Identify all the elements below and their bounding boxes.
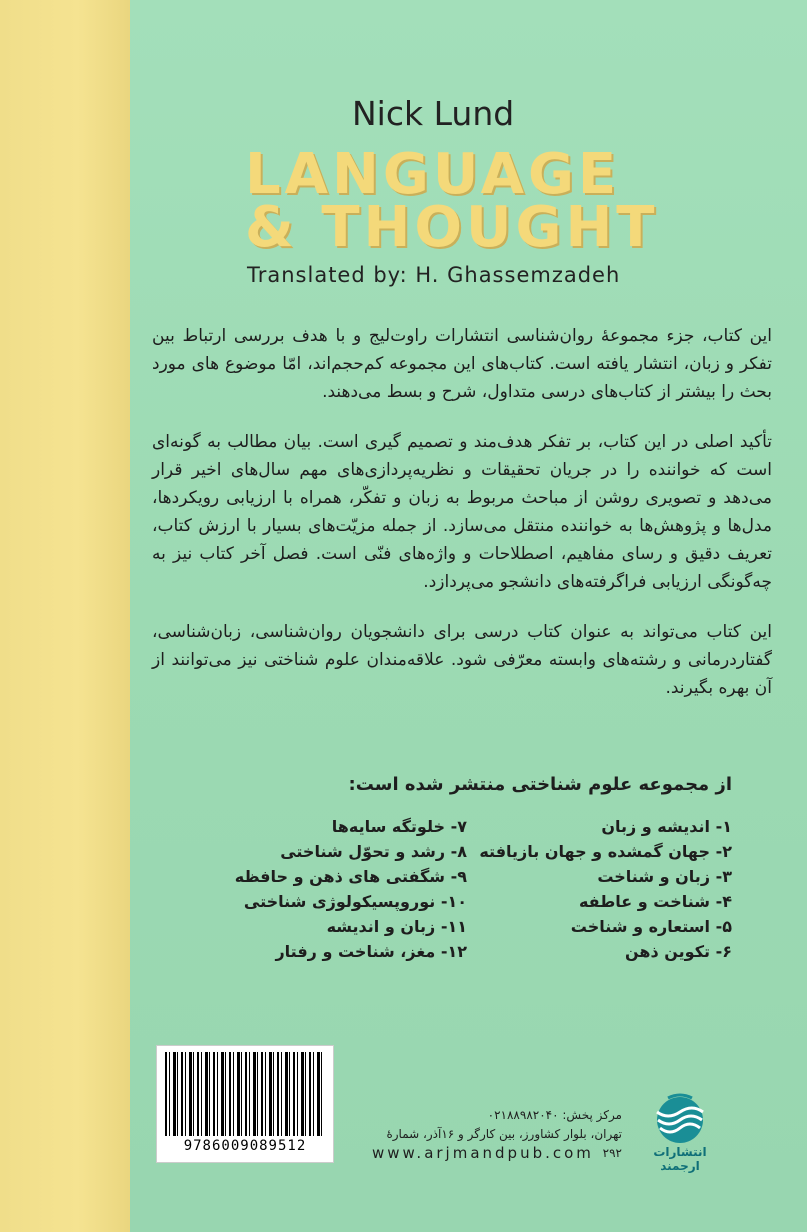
author-name: Nick Lund	[352, 94, 515, 133]
series-item: ۱۰- نوروپسیکولوژی شناختی	[243, 892, 467, 911]
series-list-left	[207, 814, 467, 964]
series-item: ۹- شگفتی های ذهن و حافظه	[234, 867, 467, 886]
publisher-name: انتشارات ارجمند	[653, 1145, 707, 1173]
barcode-bars	[165, 1052, 325, 1136]
distribution-phone: مرکز پخش: ۰۲۱۸۸۹۸۲۰۴۰	[487, 1108, 622, 1122]
blurb-paragraph-2: تأکید اصلی در این کتاب، بر تفکر هدف‌مند و تصمیم گیری است. بیان مطالب به گونه‌ای است که خواننده را در جریان تحقیقات و نظریه‌پردازی‌های مهم سال‌های اخیر قرار می‌دهد و تصویری روشن از مباحث مربوط به زبان و تفکّر، همراه با ارزیابی رویکردها، مدل‌ها و پژوهش‌ها به خواننده منتقل می‌سازد. از جمله مزیّت‌های بسیار با ارزش کتاب، تعریف دقیق و رسای مفاهیم، اصطلاحات و واژه‌های فنّی است. فصل آخر کتاب نیز به چه‌گونگی ارزیابی فراگرفته‌های دانشجو می‌پردازد.	[152, 432, 772, 592]
blurb-paragraph-3: این کتاب می‌تواند به عنوان کتاب درسی برای دانشجویان روان‌شناسی، زبان‌شناسی، گفتاردرمانی و رشته‌های وابسته معرّفی شود. علاقه‌مندان علوم شناختی نیز می‌توانند از آن بهره بگیرند.	[152, 622, 772, 698]
series-item: ۸- رشد و تحوّل شناختی	[280, 842, 467, 861]
series-item: ۱۱- زبان و اندیشه	[326, 917, 467, 936]
book-spine	[0, 0, 130, 1232]
series-item: ۷- خلوتگه سایه‌ها	[331, 817, 467, 836]
series-list-right	[432, 814, 732, 964]
series-item: ۱۲- مغز، شناخت و رفتار	[275, 942, 467, 961]
isbn-number: 9786009089512	[183, 1138, 307, 1154]
translator-credit: Translated by: H. Ghassemzadeh	[247, 263, 621, 287]
isbn-barcode	[156, 1045, 334, 1163]
series-item: ۵- استعاره و شناخت	[570, 917, 732, 936]
series-item: ۶- تکوین ذهن	[625, 942, 732, 961]
series-item: ۲- جهان گمشده و جهان بازیافته	[479, 842, 732, 861]
book-title-line-2: & THOUGHT	[245, 195, 659, 260]
series-item: ۱- اندیشه و زبان	[601, 817, 732, 836]
series-item: ۴- شناخت و عاطفه	[578, 892, 732, 911]
book-wave-logo-icon	[648, 1090, 712, 1144]
book-title-line-1: LANGUAGE	[245, 142, 621, 207]
publisher-website: www.arjmandpub.com	[372, 1144, 594, 1162]
series-heading: از مجموعه علوم شناختی منتشر شده است:	[348, 774, 732, 795]
blurb-paragraph-1: این کتاب، جزء مجموعۀ روان‌شناسی انتشارات راوت‌لیج و با هدف بررسی ارتباط بین تفکر و زبان، انتشار یافته است. کتاب‌های این مجموعه کم‌حجم‌اند، امّا موضوع های مورد بحث را بیشتر از کتاب‌های درسی متداول، شرح و بسط می‌دهند.	[152, 326, 772, 402]
series-item: ۳- زبان و شناخت	[597, 867, 732, 886]
publisher-address: تهران، بلوار کشاورز، بین کارگر و ۱۶آذر، شمارۀ ۲۹۲	[386, 1127, 622, 1160]
